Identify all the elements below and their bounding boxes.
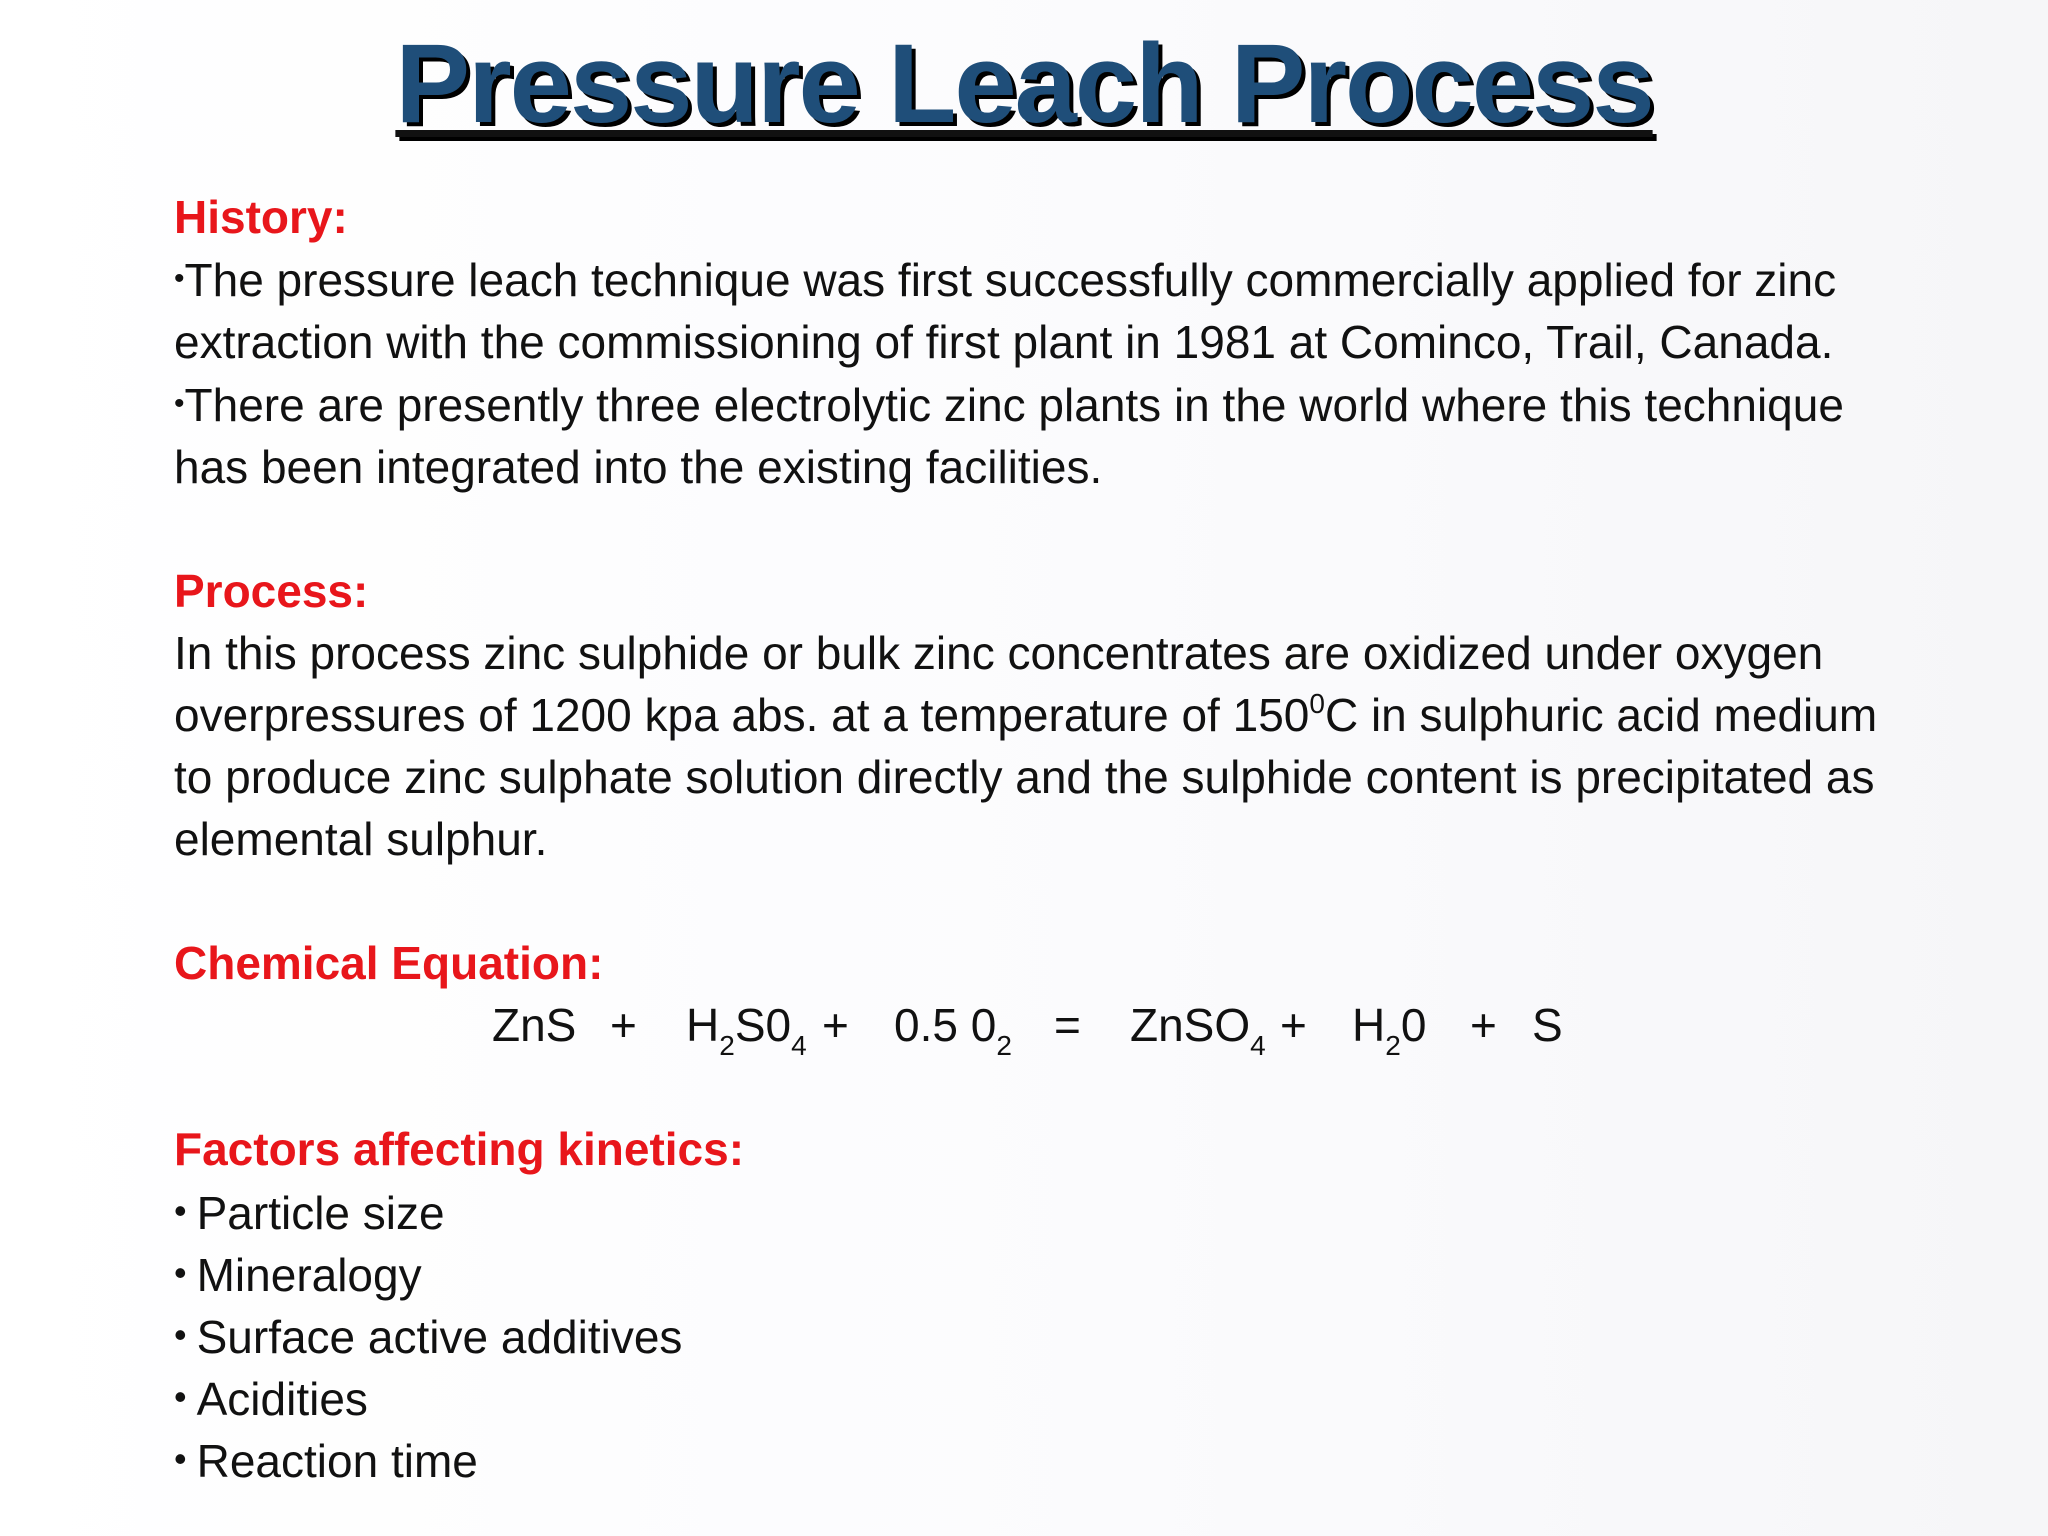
- eq-h2so4-h: H: [686, 999, 720, 1051]
- history-bullet-1: [174, 248, 1894, 373]
- slide-content: [174, 186, 1894, 1490]
- eq-equals: =: [1054, 999, 1081, 1051]
- slide-title: Pressure Leach Process: [395, 21, 1653, 146]
- bullet-icon: •: [174, 1314, 187, 1355]
- eq-h2o-h: H: [1352, 999, 1386, 1051]
- process-text-part-2: C in sulphuric acid medium to produce zinc sulphate solution directly and the sulphide content is precipitated as elemental sulphur.: [174, 689, 1878, 865]
- equation-heading: Chemical Equation:: [174, 937, 604, 989]
- factor-label: Mineralogy: [196, 1249, 422, 1301]
- eq-oxygen: [894, 994, 1012, 1061]
- spacer: [174, 498, 1894, 560]
- factor-label: Acidities: [196, 1373, 368, 1425]
- eq-zinc-sulphate: [1130, 994, 1266, 1061]
- eq-plus-2: +: [822, 999, 849, 1051]
- factor-label: Surface active additives: [196, 1311, 683, 1363]
- eq-sulphuric-acid: [686, 994, 807, 1061]
- eq-sulphur: S: [1532, 999, 1563, 1051]
- eq-h2so4-sub-4: 4: [791, 1030, 807, 1061]
- eq-h2so4-sub-2: 2: [719, 1030, 735, 1061]
- bullet-icon: •: [174, 1438, 187, 1479]
- process-paragraph: [174, 622, 1894, 870]
- list-item: [174, 1304, 1894, 1366]
- spacer: [174, 870, 1894, 932]
- bullet-icon: •: [174, 1190, 187, 1231]
- list-item: [174, 1242, 1894, 1304]
- factor-label: Particle size: [196, 1187, 445, 1239]
- eq-plus-3: +: [1280, 999, 1307, 1051]
- list-item: [174, 1180, 1894, 1242]
- eq-water: [1352, 994, 1427, 1061]
- chemical-equation: [174, 994, 1894, 1061]
- eq-o2-coef: 0.5 0: [894, 999, 997, 1051]
- eq-znso4: ZnSO: [1130, 999, 1251, 1051]
- bullet-icon: •: [174, 1252, 187, 1293]
- factor-label: Reaction time: [196, 1435, 478, 1487]
- eq-h2o-o: 0: [1400, 999, 1427, 1051]
- bullet-icon: •: [174, 387, 185, 420]
- process-heading: Process:: [174, 565, 369, 617]
- list-item: [174, 1366, 1894, 1428]
- eq-o2-sub: 2: [996, 1030, 1012, 1061]
- eq-h2o-sub: 2: [1385, 1030, 1401, 1061]
- history-bullet-2-text: There are presently three electrolytic zinc plants in the world where this technique has been integrated into the existing facilities.: [174, 379, 1844, 493]
- factors-heading: Factors affecting kinetics:: [174, 1123, 745, 1175]
- history-bullet-2: [174, 373, 1894, 498]
- list-item: [174, 1428, 1894, 1490]
- eq-plus-4: +: [1470, 999, 1497, 1051]
- eq-plus-1: +: [610, 999, 637, 1051]
- degree-superscript: 0: [1309, 688, 1325, 719]
- process-text-part-1: In this process zinc sulphide or bulk zinc concentrates are oxidized under oxygen overpressures of 1200 kpa abs. at a temperature of 150: [174, 627, 1824, 741]
- bullet-icon: •: [174, 262, 185, 295]
- eq-zns: ZnS: [492, 999, 577, 1051]
- spacer: [174, 1056, 1894, 1118]
- bullet-icon: •: [174, 1376, 187, 1417]
- history-heading: History:: [174, 191, 348, 243]
- history-bullet-1-text: The pressure leach technique was first successfully commercially applied for zinc extraction with the commissioning of first plant in 1981 at Cominco, Trail, Canada.: [174, 254, 1837, 368]
- eq-h2so4-so: S0: [734, 999, 792, 1051]
- eq-znso4-sub: 4: [1250, 1030, 1266, 1061]
